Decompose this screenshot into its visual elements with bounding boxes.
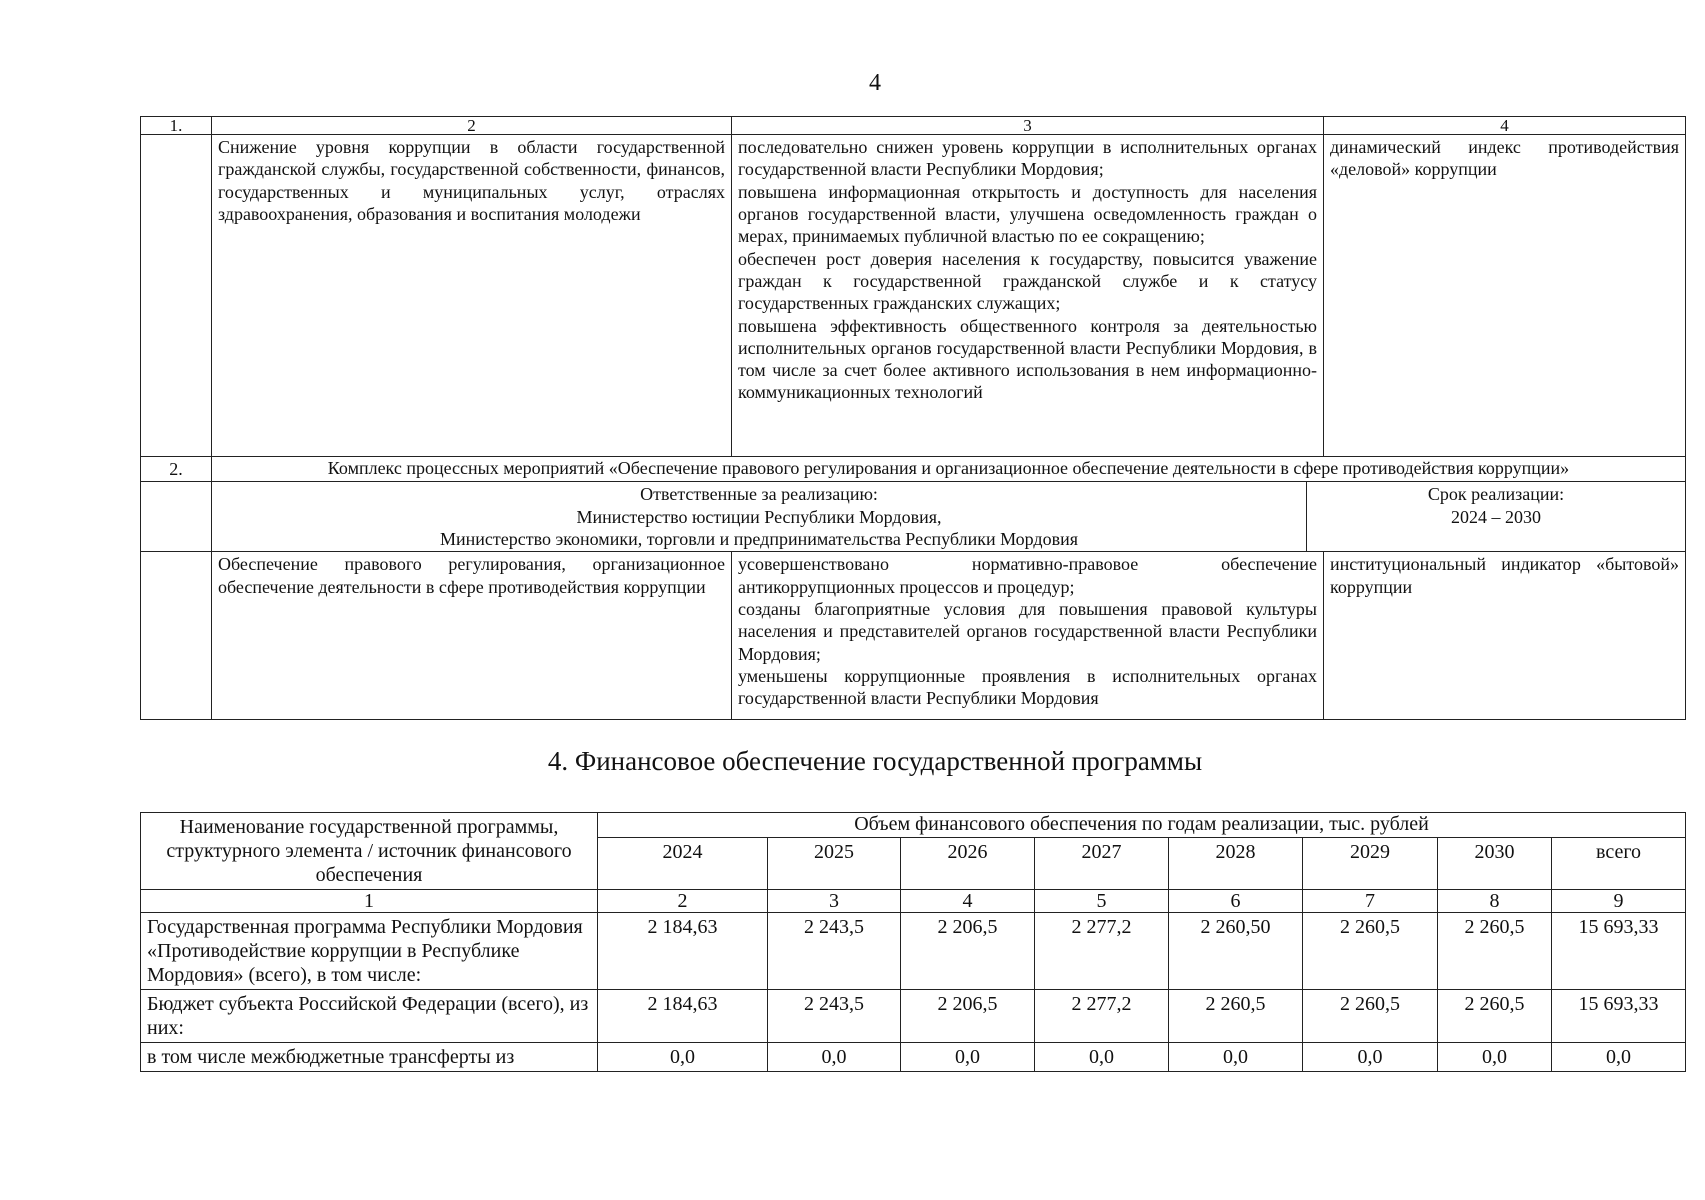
column-number: 4 — [901, 890, 1035, 913]
responsible-ministry: Министерство экономики, торговли и предпринимательства Республики Мордовия — [439, 528, 1078, 549]
value-cell: 0,0 — [1169, 1043, 1303, 1072]
total-cell: 15 693,33 — [1552, 990, 1686, 1043]
result-item: последовательно снижен уровень коррупции в исполнительных органах государственной власти Республики Мордовия; — [738, 137, 1317, 180]
row-name: Государственная программа Республики Мордовия «Противодействие коррупции в Республике Мордовия» (всего), в том числе: — [141, 913, 598, 990]
column-number: 7 — [1303, 890, 1438, 913]
row-number: 2. — [141, 457, 212, 482]
result-item: созданы благоприятные условия для повышения правовой культуры населения и представителей органов государственной власти Республики Мордовия; — [738, 598, 1317, 664]
value-cell: 0,0 — [1303, 1043, 1438, 1072]
value-cell: 2 260,5 — [1169, 990, 1303, 1043]
result-item: уменьшены коррупционные проявления в исполнительных органах государственной власти Республики Мордовия — [738, 665, 1317, 709]
responsible-row — [141, 482, 1686, 552]
table-row — [141, 913, 1686, 990]
section-title: 4. Финансовое обеспечение государственной программы — [547, 746, 1203, 776]
value-cell: 2 243,5 — [768, 913, 901, 990]
value-cell: 0,0 — [1438, 1043, 1552, 1072]
column-number: 3 — [732, 117, 1324, 135]
year-header: 2027 — [1035, 838, 1169, 890]
value-cell: 2 260,5 — [1438, 990, 1552, 1043]
value-cell: 2 260,50 — [1169, 913, 1303, 990]
indicator-cell: динамический индекс противодействия «деловой» коррупции — [1324, 135, 1686, 457]
responsible-ministry: Министерство юстиции Республики Мордовия, — [576, 506, 942, 527]
empty-cell — [141, 552, 212, 720]
complex-title-row — [141, 457, 1686, 482]
results-table — [140, 116, 1686, 720]
total-cell: 15 693,33 — [1552, 913, 1686, 990]
value-cell: 2 184,63 — [598, 913, 768, 990]
column-number: 6 — [1169, 890, 1303, 913]
finance-column-numbers — [141, 890, 1686, 913]
result-item: повышена информационная открытость и доступность для населения органов государственной власти, улучшена осведомленность граждан о мерах, принимаемых публичной властью по ее сокращению; — [738, 181, 1317, 247]
year-header: 2024 — [598, 838, 768, 890]
result-item: повышена эффективность общественного контроля за деятельностью исполнительных органов государственной власти Республики Мордовия, в том числе за счет более активного использования в нем информационно-коммуникационных технологий — [738, 315, 1317, 403]
volume-header: Объем финансового обеспечения по годам реализации, тыс. рублей — [598, 813, 1686, 838]
year-header: 2025 — [768, 838, 901, 890]
results-cell — [732, 552, 1324, 720]
task-cell: Снижение уровня коррупции в области государственной гражданской службы, государственной собственности, финансов, государственных и муниципальных услуг, отраслях здравоохранения, образования и воспитания молодежи — [212, 135, 732, 457]
finance-table — [140, 812, 1686, 1072]
total-cell: 0,0 — [1552, 1043, 1686, 1072]
column-number: 2 — [212, 117, 732, 135]
responsible-cell — [212, 482, 1307, 552]
indicator-cell: институциональный индикатор «бытовой» коррупции — [1324, 552, 1686, 720]
value-cell: 0,0 — [901, 1043, 1035, 1072]
column-number: 2 — [598, 890, 768, 913]
table-row — [141, 1043, 1686, 1072]
value-cell: 2 206,5 — [901, 990, 1035, 1043]
year-header: 2029 — [1303, 838, 1438, 890]
table-row — [141, 990, 1686, 1043]
year-header: 2030 — [1438, 838, 1552, 890]
column-number: 4 — [1324, 117, 1686, 135]
value-cell: 0,0 — [1035, 1043, 1169, 1072]
column-number: 1. — [141, 117, 212, 135]
period-label: Срок реализации: — [1427, 484, 1565, 505]
value-cell: 2 260,5 — [1303, 913, 1438, 990]
total-header: всего — [1552, 838, 1686, 890]
value-cell: 2 260,5 — [1303, 990, 1438, 1043]
empty-cell — [141, 482, 212, 552]
results-cell — [732, 135, 1324, 457]
column-number: 9 — [1552, 890, 1686, 913]
name-header: Наименование государственной программы, структурного элемента / источник финансового обеспечения — [141, 813, 598, 890]
value-cell: 0,0 — [598, 1043, 768, 1072]
responsible-label: Ответственные за реализацию: — [640, 484, 878, 505]
value-cell: 0,0 — [768, 1043, 901, 1072]
value-cell: 2 277,2 — [1035, 913, 1169, 990]
row-name: Бюджет субъекта Российской Федерации (всего), из них: — [141, 990, 598, 1043]
complex-title: Комплекс процессных мероприятий «Обеспечение правового регулирования и организационное обеспечение деятельности в сфере противодействия коррупции» — [212, 457, 1686, 482]
finance-header-row — [141, 813, 1686, 838]
column-number: 1 — [141, 890, 598, 913]
empty-cell — [141, 135, 212, 457]
results-table-column-numbers — [141, 117, 1686, 135]
page-number: 4 — [869, 70, 881, 96]
column-number: 5 — [1035, 890, 1169, 913]
result-item: усовершенствовано нормативно-правовое обеспечение антикоррупционных процессов и процедур; — [738, 554, 1317, 597]
period-cell — [1307, 482, 1686, 552]
value-cell: 2 243,5 — [768, 990, 901, 1043]
column-number: 3 — [768, 890, 901, 913]
result-item: обеспечен рост доверия населения к государству, повысится уважение граждан к государственной гражданской службе и к статусу государственных гражданских служащих; — [738, 248, 1317, 314]
task-cell: Обеспечение правового регулирования, организационное обеспечение деятельности в сфере противодействия коррупции — [212, 552, 732, 720]
table-row — [141, 135, 1686, 457]
year-header: 2026 — [901, 838, 1035, 890]
column-number: 8 — [1438, 890, 1552, 913]
table-row — [141, 552, 1686, 720]
year-header: 2028 — [1169, 838, 1303, 890]
value-cell: 2 260,5 — [1438, 913, 1552, 990]
row-name: в том числе межбюджетные трансферты из — [141, 1043, 598, 1072]
value-cell: 2 206,5 — [901, 913, 1035, 990]
period-value: 2024 – 2030 — [1451, 506, 1541, 527]
value-cell: 2 277,2 — [1035, 990, 1169, 1043]
value-cell: 2 184,63 — [598, 990, 768, 1043]
